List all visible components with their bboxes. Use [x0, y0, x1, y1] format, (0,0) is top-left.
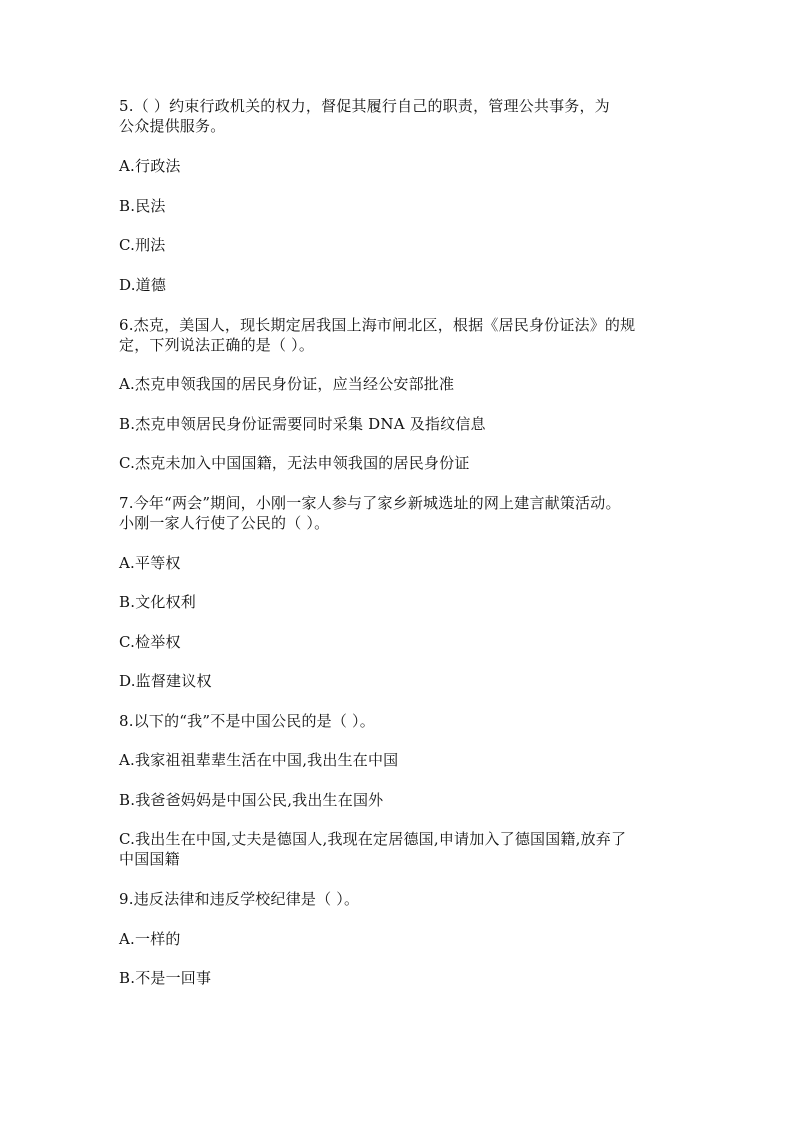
question-9-stem-line-1: 9.违反法律和违反学校纪律是（ ）。	[119, 890, 360, 908]
question-7-option-c: C.检举权	[119, 633, 181, 651]
question-7-stem-line-2: 小刚一家人行使了公民的（ ）。	[119, 514, 330, 532]
question-7-stem-line-1: 7.今年“两会”期间，小刚一家人参与了家乡新城选址的网上建言献策活动。	[119, 494, 621, 512]
question-6-option-b: B.杰克申领居民身份证需要同时采集 DNA 及指纹信息	[119, 415, 486, 433]
question-6-stem-line-2: 定，下列说法正确的是（ ）。	[119, 336, 315, 354]
question-8-stem-line-1: 8.以下的“我”不是中国公民的是（ ）。	[119, 712, 375, 730]
question-8-option-a: A.我家祖祖辈辈生活在中国,我出生在中国	[119, 751, 399, 769]
question-8-option-c-line-2: 中国国籍	[119, 850, 180, 868]
question-5-option-d: D.道德	[119, 276, 167, 294]
question-7-option-b: B.文化权利	[119, 593, 196, 611]
question-8-option-b: B.我爸爸妈妈是中国公民,我出生在国外	[119, 791, 384, 809]
question-5-option-a: A.行政法	[119, 157, 181, 175]
question-5-option-b: B.民法	[119, 197, 166, 215]
question-6-stem-line-1: 6.杰克，美国人，现长期定居我国上海市闸北区，根据《居民身份证法》的规	[119, 316, 636, 334]
question-7-option-d: D.监督建议权	[119, 672, 212, 690]
question-5-stem-line-2: 公众提供服务。	[119, 117, 226, 135]
question-7-option-a: A.平等权	[119, 554, 181, 572]
question-9-option-a: A.一样的	[119, 930, 181, 948]
question-6-option-a: A.杰克申领我国的居民身份证，应当经公安部批准	[119, 375, 455, 393]
question-5-stem-line-1: 5.（ ）约束行政机关的权力，督促其履行自己的职责，管理公共事务，为	[119, 97, 610, 115]
question-8-option-c-line-1: C.我出生在中国,丈夫是德国人,我现在定居德国,申请加入了德国国籍,放弃了	[119, 830, 627, 848]
question-5-option-c: C.刑法	[119, 236, 166, 254]
question-9-option-b: B.不是一回事	[119, 969, 212, 987]
question-6-option-c: C.杰克未加入中国国籍，无法申领我国的居民身份证	[119, 454, 470, 472]
